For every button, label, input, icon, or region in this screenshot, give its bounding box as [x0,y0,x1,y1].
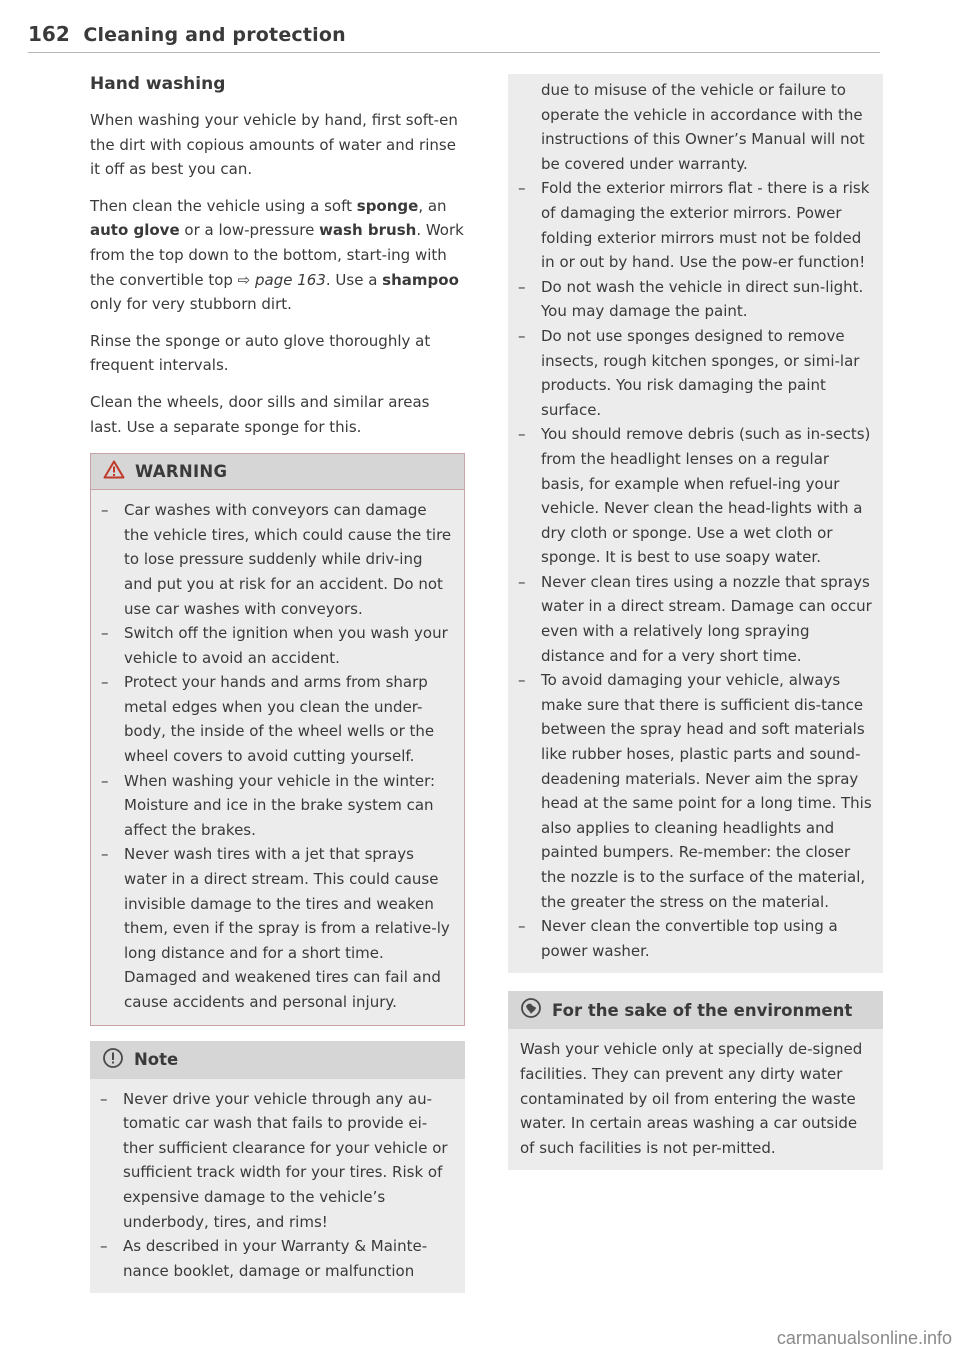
term-sponge: sponge [356,196,419,215]
environment-box [508,991,883,1170]
environment-header [508,991,883,1029]
list-item: – You should remove debris (such as in-sects) from the headlight lenses on a regular basis, for example when refuel-ing your vehicle. Never clean the head-lights with a dry cloth or sponge. Use a wet cloth or sponge. It is best to use soapy water. [518,422,873,570]
text-run: Then clean the vehicle using a soft [90,196,357,215]
note-list [100,1087,455,1284]
list-item: – As described in your Warranty & Mainte-nance booklet, damage or malfunction [100,1234,455,1283]
right-column [508,74,883,1170]
text-run: or a low-pressure [179,221,320,240]
list-item: – Never clean the convertible top using a power washer. [518,914,873,963]
list-item: – Do not use sponges designed to remove insects, rough kitchen sponges, or simi-lar products. You risk damaging the paint surface. [518,324,873,422]
globe-leaf-icon [520,997,542,1023]
note-box [90,1041,465,1294]
environment-title: For the sake of the environment [552,1000,853,1020]
term-shampoo: shampoo [382,270,459,289]
warning-header [91,454,464,490]
note-body [90,1079,465,1294]
note-list-continued [518,176,873,963]
section-title: Cleaning and protection [83,24,346,46]
page-header [28,22,880,53]
environment-text: Wash your vehicle only at specially de-signed facilities. They can prevent any dirty water contaminated by oil from entering the waste water. In certain areas washing a car outside of such facilities is not per-mitted. [508,1029,883,1170]
warning-box [90,453,465,1025]
text-run: . Work from the top down to the bottom, start-ing with the convertible top [90,221,464,289]
list-item: – Never clean tires using a nozzle that sprays water in a direct stream. Damage can occur even with a relatively long spraying distance and for a very short time. [518,570,873,668]
hand-washing-paragraph-2 [90,194,465,317]
warning-title: WARNING [135,462,228,482]
list-item: – Do not wash the vehicle in direct sun-light. You may damage the paint. [518,275,873,324]
note-continuation-text: due to misuse of the vehicle or failure to operate the vehicle in accordance with the instructions of this Owner’s Manual will not be covered under warranty. [541,81,865,173]
hand-washing-paragraph-3: Rinse the sponge or auto glove thoroughly at frequent intervals. [90,331,431,375]
watermark: carmanualsonline.info [776,1328,952,1348]
list-item: – Protect your hands and arms from sharp metal edges when you clean the under-body, the inside of the wheel wells or the wheel covers to avoid cutting yourself. [101,670,454,768]
circle-exclamation-icon [102,1047,124,1073]
list-item: – Car washes with conveyors can damage the vehicle tires, which could cause the tire to lose pressure suddenly while driv-ing and put you at risk for an accident. Do not use car washes with conveyors. [101,498,454,621]
text-run: only for very stubborn dirt. [90,295,292,314]
hand-washing-heading: Hand washing [90,74,226,94]
list-item: – Never wash tires with a jet that sprays water in a direct stream. This could cause invisible damage to the tires and weaken them, even if the spray is from a relative-ly long distance and for a short time. Damaged and weakened tires can fail and cause accidents and personal injury. [101,842,454,1014]
list-item: – When washing your vehicle in the winter: Moisture and ice in the brake system can affect the brakes. [101,769,454,843]
list-item: – Never drive your vehicle through any au-tomatic car wash that fails to provide ei-ther sufficient clearance for your vehicle or sufficient track width for your tires. Risk of expensive damage to the vehicle’s underbody, tires, and rims! [100,1087,455,1235]
page-reference-link[interactable]: ⇨ page 163 [237,270,326,289]
warning-triangle-icon [103,460,125,483]
term-wash-brush: wash brush [319,221,417,240]
list-item: – To avoid damaging your vehicle, always make sure that there is sufficient dis-tance between the spray head and soft materials like rubber hoses, plastic parts and sound-deadening materials. Never aim the spray head at the same point for a long time. This also applies to cleaning headlights and painted bumpers. Re-member: the closer the nozzle is to the surface of the material, the greater the stress on the material. [518,668,873,914]
term-auto-glove: auto glove [90,221,180,240]
page-number: 162 [28,22,70,46]
note-header [90,1041,465,1079]
list-item: – Fold the exterior mirrors flat - there is a risk of damaging the exterior mirrors. Power folding exterior mirrors must not be folded in or out by hand. Use the pow-er function! [518,176,873,274]
hand-washing-paragraph-1: When washing your vehicle by hand, first soft-en the dirt with copious amounts of water and rinse it off as best you can. [90,111,458,179]
hand-washing-paragraph-4: Clean the wheels, door sills and similar areas last. Use a separate sponge for this. [90,392,430,436]
text-run: , an [418,196,447,215]
note-continuation [508,74,883,973]
warning-body [91,490,464,1024]
warning-list [101,498,454,1014]
list-item: – Switch off the ignition when you wash your vehicle to avoid an accident. [101,621,454,670]
left-column [90,74,465,1293]
text-run: . Use a [325,270,383,289]
note-title: Note [134,1050,179,1070]
